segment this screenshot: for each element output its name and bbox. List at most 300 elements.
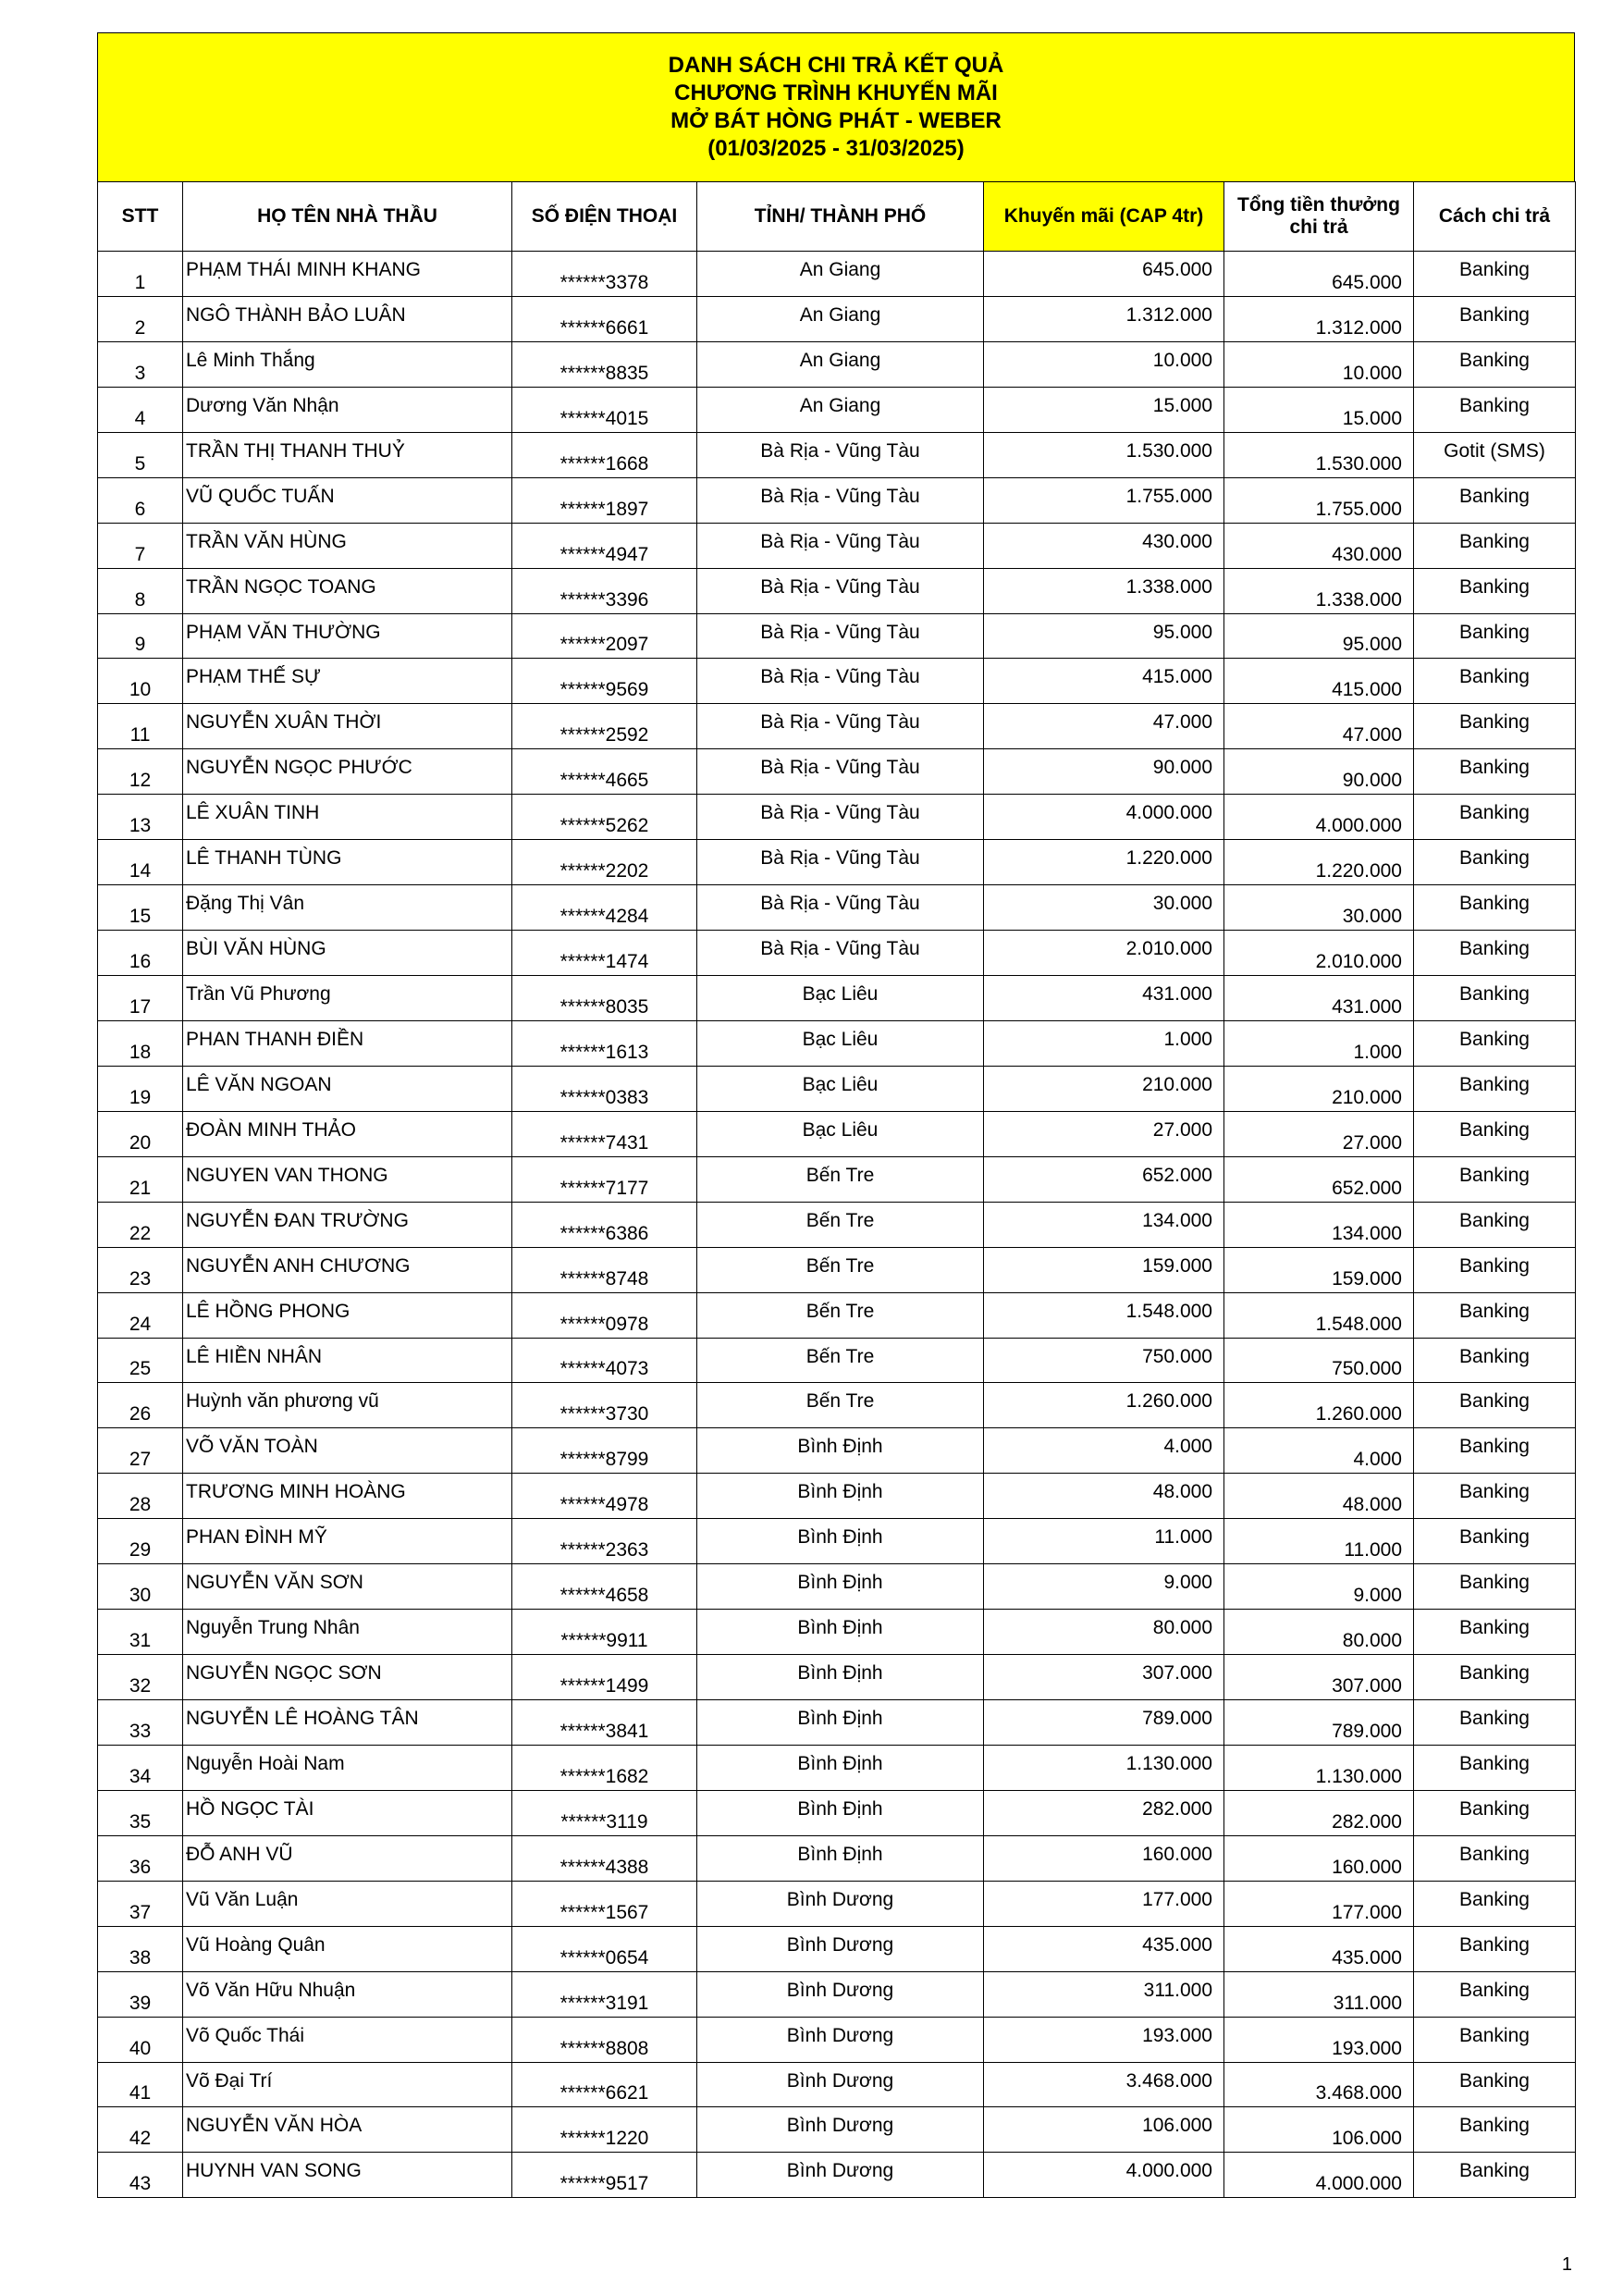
row-promo: 430.000: [984, 523, 1224, 568]
row-total: 159.000: [1224, 1247, 1414, 1292]
row-stt: 25: [98, 1338, 183, 1383]
row-phone: ******1220: [512, 2107, 697, 2153]
header-phone: SỐ ĐIỆN THOẠI: [512, 182, 697, 252]
row-province: Bình Định: [697, 1790, 984, 1835]
row-province: Bến Tre: [697, 1292, 984, 1338]
table-row: [98, 1292, 1576, 1338]
row-total: 210.000: [1224, 1066, 1414, 1111]
table-row: [98, 1971, 1576, 2017]
row-total: 4.000: [1224, 1428, 1414, 1474]
row-province: Bến Tre: [697, 1338, 984, 1383]
table-row: [98, 1835, 1576, 1881]
row-phone: ******1682: [512, 1745, 697, 1790]
row-phone: ******2097: [512, 613, 697, 659]
table-row: [98, 931, 1576, 976]
row-province: An Giang: [697, 296, 984, 341]
row-province: Bà Rịa - Vũng Tàu: [697, 931, 984, 976]
table-body: [98, 252, 1576, 2198]
row-promo: 9.000: [984, 1564, 1224, 1610]
row-total: 1.338.000: [1224, 568, 1414, 613]
row-promo: 30.000: [984, 885, 1224, 931]
row-payment: Banking: [1414, 1247, 1576, 1292]
row-promo: 4.000.000: [984, 2153, 1224, 2198]
row-promo: 2.010.000: [984, 931, 1224, 976]
header-row: [98, 182, 1576, 252]
table-row: [98, 341, 1576, 387]
row-stt: 18: [98, 1020, 183, 1066]
row-phone: ******4665: [512, 749, 697, 795]
row-name: Trần Vũ Phương: [183, 976, 512, 1021]
row-name: NGUYỄN VĂN SƠN: [183, 1564, 512, 1610]
row-province: An Giang: [697, 252, 984, 297]
row-payment: Banking: [1414, 523, 1576, 568]
row-payment: Banking: [1414, 885, 1576, 931]
row-total: 789.000: [1224, 1700, 1414, 1746]
table-row: [98, 2017, 1576, 2062]
table-row: [98, 1156, 1576, 1202]
row-stt: 14: [98, 840, 183, 885]
table-row: [98, 252, 1576, 297]
row-province: Bà Rịa - Vũng Tàu: [697, 523, 984, 568]
row-phone: ******7431: [512, 1111, 697, 1156]
row-payment: Banking: [1414, 1926, 1576, 1971]
table-row: [98, 1655, 1576, 1700]
table-row: [98, 2153, 1576, 2198]
table-row: [98, 795, 1576, 840]
payout-table: [97, 181, 1576, 2198]
row-phone: ******2363: [512, 1519, 697, 1564]
row-promo: 282.000: [984, 1790, 1224, 1835]
row-name: LÊ XUÂN TINH: [183, 795, 512, 840]
row-province: Bình Dương: [697, 2153, 984, 2198]
row-total: 1.548.000: [1224, 1292, 1414, 1338]
row-name: NGUYỄN ĐAN TRƯỜNG: [183, 1202, 512, 1247]
row-phone: ******0978: [512, 1292, 697, 1338]
row-stt: 17: [98, 976, 183, 1021]
row-name: PHẠM VĂN THƯỜNG: [183, 613, 512, 659]
row-payment: Banking: [1414, 1202, 1576, 1247]
row-name: HUYNH VAN SONG: [183, 2153, 512, 2198]
row-name: BÙI VĂN HÙNG: [183, 931, 512, 976]
row-payment: Banking: [1414, 2153, 1576, 2198]
table-row: [98, 704, 1576, 749]
row-province: Bến Tre: [697, 1247, 984, 1292]
row-payment: Banking: [1414, 252, 1576, 297]
row-phone: ******0654: [512, 1926, 697, 1971]
row-promo: 15.000: [984, 387, 1224, 432]
row-phone: ******1474: [512, 931, 697, 976]
row-phone: ******9911: [512, 1610, 697, 1655]
title-line-4: (01/03/2025 - 31/03/2025): [707, 136, 965, 161]
row-payment: Banking: [1414, 1700, 1576, 1746]
row-stt: 34: [98, 1745, 183, 1790]
row-province: Bạc Liêu: [697, 976, 984, 1021]
table-row: [98, 1111, 1576, 1156]
row-promo: 160.000: [984, 1835, 1224, 1881]
table-row: [98, 1564, 1576, 1610]
row-phone: ******6386: [512, 1202, 697, 1247]
row-promo: 27.000: [984, 1111, 1224, 1156]
row-name: Huỳnh văn phương vũ: [183, 1383, 512, 1428]
row-payment: Banking: [1414, 613, 1576, 659]
row-total: 160.000: [1224, 1835, 1414, 1881]
row-name: NGUYỄN ANH CHƯƠNG: [183, 1247, 512, 1292]
table-row: [98, 432, 1576, 477]
row-stt: 38: [98, 1926, 183, 1971]
row-name: NGUYỄN XUÂN THỜI: [183, 704, 512, 749]
row-phone: ******8799: [512, 1428, 697, 1474]
row-phone: ******9569: [512, 659, 697, 704]
row-name: NGUYỄN LÊ HOÀNG TÂN: [183, 1700, 512, 1746]
row-province: Bình Dương: [697, 2017, 984, 2062]
table-row: [98, 613, 1576, 659]
row-name: Võ Đại Trí: [183, 2062, 512, 2107]
row-province: Bà Rịa - Vũng Tàu: [697, 659, 984, 704]
table-row: [98, 387, 1576, 432]
row-total: 415.000: [1224, 659, 1414, 704]
row-phone: ******2202: [512, 840, 697, 885]
row-payment: Banking: [1414, 1881, 1576, 1926]
row-name: Nguyễn Trung Nhân: [183, 1610, 512, 1655]
row-total: 15.000: [1224, 387, 1414, 432]
row-stt: 27: [98, 1428, 183, 1474]
row-total: 11.000: [1224, 1519, 1414, 1564]
row-payment: Banking: [1414, 2017, 1576, 2062]
row-promo: 95.000: [984, 613, 1224, 659]
row-total: 193.000: [1224, 2017, 1414, 2062]
row-stt: 41: [98, 2062, 183, 2107]
row-province: Bình Định: [697, 1745, 984, 1790]
table-row: [98, 1745, 1576, 1790]
row-promo: 47.000: [984, 704, 1224, 749]
row-stt: 39: [98, 1971, 183, 2017]
row-province: An Giang: [697, 341, 984, 387]
table-row: [98, 1383, 1576, 1428]
title-line-1: DANH SÁCH CHI TRẢ KẾT QUẢ: [668, 53, 1004, 78]
row-province: Bến Tre: [697, 1383, 984, 1428]
row-stt: 5: [98, 432, 183, 477]
row-province: Bà Rịa - Vũng Tàu: [697, 704, 984, 749]
row-phone: ******8808: [512, 2017, 697, 2062]
row-name: LÊ HỒNG PHONG: [183, 1292, 512, 1338]
row-province: Bình Định: [697, 1655, 984, 1700]
header-payment: Cách chi trả: [1414, 182, 1576, 252]
row-payment: Banking: [1414, 568, 1576, 613]
row-promo: 4.000.000: [984, 795, 1224, 840]
row-province: Bạc Liêu: [697, 1066, 984, 1111]
row-province: Bình Định: [697, 1564, 984, 1610]
row-payment: Banking: [1414, 1292, 1576, 1338]
row-name: LÊ THANH TÙNG: [183, 840, 512, 885]
row-promo: 1.000: [984, 1020, 1224, 1066]
table-row: [98, 523, 1576, 568]
row-province: Bình Dương: [697, 1881, 984, 1926]
row-phone: ******1668: [512, 432, 697, 477]
row-payment: Banking: [1414, 387, 1576, 432]
row-promo: 435.000: [984, 1926, 1224, 1971]
row-payment: Banking: [1414, 477, 1576, 523]
row-phone: ******4978: [512, 1474, 697, 1519]
row-stt: 22: [98, 1202, 183, 1247]
row-payment: Banking: [1414, 1066, 1576, 1111]
row-province: Bình Dương: [697, 1926, 984, 1971]
row-payment: Banking: [1414, 795, 1576, 840]
row-phone: ******1567: [512, 1881, 697, 1926]
row-promo: 789.000: [984, 1700, 1224, 1746]
row-name: PHẠM THÁI MINH KHANG: [183, 252, 512, 297]
row-promo: 134.000: [984, 1202, 1224, 1247]
row-stt: 19: [98, 1066, 183, 1111]
row-stt: 29: [98, 1519, 183, 1564]
row-promo: 3.468.000: [984, 2062, 1224, 2107]
header-stt: STT: [98, 182, 183, 252]
row-stt: 15: [98, 885, 183, 931]
table-row: [98, 2062, 1576, 2107]
row-payment: Banking: [1414, 1156, 1576, 1202]
row-name: PHAN THANH ĐIỀN: [183, 1020, 512, 1066]
row-payment: Banking: [1414, 659, 1576, 704]
row-province: Bình Định: [697, 1428, 984, 1474]
row-payment: Banking: [1414, 1564, 1576, 1610]
row-payment: Banking: [1414, 1655, 1576, 1700]
table-row: [98, 1338, 1576, 1383]
row-province: Bình Dương: [697, 2107, 984, 2153]
row-province: Bà Rịa - Vũng Tàu: [697, 840, 984, 885]
row-stt: 32: [98, 1655, 183, 1700]
row-payment: Banking: [1414, 1835, 1576, 1881]
header-name: HỌ TÊN NHÀ THẦU: [183, 182, 512, 252]
row-phone: ******8748: [512, 1247, 697, 1292]
row-promo: 431.000: [984, 976, 1224, 1021]
row-payment: Banking: [1414, 1971, 1576, 2017]
table-row: [98, 840, 1576, 885]
row-total: 431.000: [1224, 976, 1414, 1021]
row-stt: 26: [98, 1383, 183, 1428]
row-payment: Banking: [1414, 704, 1576, 749]
row-payment: Banking: [1414, 1790, 1576, 1835]
row-promo: 652.000: [984, 1156, 1224, 1202]
row-total: 1.220.000: [1224, 840, 1414, 885]
row-total: 47.000: [1224, 704, 1414, 749]
row-total: 2.010.000: [1224, 931, 1414, 976]
title-block: [97, 32, 1575, 181]
row-stt: 35: [98, 1790, 183, 1835]
row-stt: 21: [98, 1156, 183, 1202]
row-promo: 1.220.000: [984, 840, 1224, 885]
row-total: 430.000: [1224, 523, 1414, 568]
title-line-2: CHƯƠNG TRÌNH KHUYẾN MÃI: [674, 80, 998, 105]
row-stt: 1: [98, 252, 183, 297]
row-name: LÊ HIỀN NHÂN: [183, 1338, 512, 1383]
row-payment: Banking: [1414, 1338, 1576, 1383]
row-payment: Banking: [1414, 1745, 1576, 1790]
table-row: [98, 477, 1576, 523]
row-payment: Banking: [1414, 749, 1576, 795]
payout-sheet: [97, 32, 1575, 2198]
row-total: 1.000: [1224, 1020, 1414, 1066]
table-row: [98, 1700, 1576, 1746]
row-payment: Banking: [1414, 1474, 1576, 1519]
row-name: Nguyễn Hoài Nam: [183, 1745, 512, 1790]
row-stt: 10: [98, 659, 183, 704]
row-promo: 210.000: [984, 1066, 1224, 1111]
row-name: Võ Quốc Thái: [183, 2017, 512, 2062]
table-row: [98, 976, 1576, 1021]
row-total: 134.000: [1224, 1202, 1414, 1247]
header-province: TỈNH/ THÀNH PHỐ: [697, 182, 984, 252]
header-promo: Khuyến mãi (CAP 4tr): [984, 182, 1224, 252]
row-province: An Giang: [697, 387, 984, 432]
row-name: Đặng Thị Vân: [183, 885, 512, 931]
row-phone: ******9517: [512, 2153, 697, 2198]
row-total: 1.130.000: [1224, 1745, 1414, 1790]
row-stt: 23: [98, 1247, 183, 1292]
row-name: NGUYỄN NGỌC SƠN: [183, 1655, 512, 1700]
row-promo: 311.000: [984, 1971, 1224, 2017]
table-row: [98, 1926, 1576, 1971]
row-payment: Banking: [1414, 341, 1576, 387]
row-stt: 4: [98, 387, 183, 432]
row-province: Bình Định: [697, 1835, 984, 1881]
row-stt: 31: [98, 1610, 183, 1655]
row-stt: 36: [98, 1835, 183, 1881]
row-promo: 48.000: [984, 1474, 1224, 1519]
row-phone: ******7177: [512, 1156, 697, 1202]
row-phone: ******3119: [512, 1790, 697, 1835]
row-total: 106.000: [1224, 2107, 1414, 2153]
table-row: [98, 1247, 1576, 1292]
row-total: 48.000: [1224, 1474, 1414, 1519]
table-row: [98, 885, 1576, 931]
row-province: Bà Rịa - Vũng Tàu: [697, 795, 984, 840]
row-stt: 37: [98, 1881, 183, 1926]
row-name: ĐỖ ANH VŨ: [183, 1835, 512, 1881]
row-name: PHAN ĐÌNH MỸ: [183, 1519, 512, 1564]
row-phone: ******5262: [512, 795, 697, 840]
row-name: TRẦN THỊ THANH THUỶ: [183, 432, 512, 477]
row-phone: ******4947: [512, 523, 697, 568]
row-total: 645.000: [1224, 252, 1414, 297]
row-province: Bình Dương: [697, 2062, 984, 2107]
row-payment: Banking: [1414, 931, 1576, 976]
table-row: [98, 1428, 1576, 1474]
row-phone: ******1499: [512, 1655, 697, 1700]
row-total: 90.000: [1224, 749, 1414, 795]
row-promo: 80.000: [984, 1610, 1224, 1655]
row-total: 750.000: [1224, 1338, 1414, 1383]
row-province: Bến Tre: [697, 1202, 984, 1247]
row-total: 9.000: [1224, 1564, 1414, 1610]
table-row: [98, 1066, 1576, 1111]
row-phone: ******3191: [512, 1971, 697, 2017]
row-phone: ******4284: [512, 885, 697, 931]
row-total: 177.000: [1224, 1881, 1414, 1926]
row-promo: 1.338.000: [984, 568, 1224, 613]
row-promo: 415.000: [984, 659, 1224, 704]
row-province: Bà Rịa - Vũng Tàu: [697, 885, 984, 931]
row-promo: 90.000: [984, 749, 1224, 795]
row-promo: 159.000: [984, 1247, 1224, 1292]
row-phone: ******4015: [512, 387, 697, 432]
row-name: NGUYEN VAN THONG: [183, 1156, 512, 1202]
row-promo: 1.548.000: [984, 1292, 1224, 1338]
row-province: Bà Rịa - Vũng Tàu: [697, 477, 984, 523]
row-promo: 4.000: [984, 1428, 1224, 1474]
row-province: Bà Rịa - Vũng Tàu: [697, 749, 984, 795]
row-promo: 193.000: [984, 2017, 1224, 2062]
row-stt: 7: [98, 523, 183, 568]
row-phone: ******4658: [512, 1564, 697, 1610]
row-province: Bạc Liêu: [697, 1111, 984, 1156]
row-promo: 1.530.000: [984, 432, 1224, 477]
row-name: Vũ Hoàng Quân: [183, 1926, 512, 1971]
row-stt: 11: [98, 704, 183, 749]
row-stt: 24: [98, 1292, 183, 1338]
row-province: Bà Rịa - Vũng Tàu: [697, 613, 984, 659]
table-row: [98, 1790, 1576, 1835]
row-total: 652.000: [1224, 1156, 1414, 1202]
row-name: NGUYỄN NGỌC PHƯỚC: [183, 749, 512, 795]
row-payment: Banking: [1414, 1111, 1576, 1156]
row-total: 307.000: [1224, 1655, 1414, 1700]
table-row: [98, 296, 1576, 341]
row-promo: 10.000: [984, 341, 1224, 387]
row-payment: Banking: [1414, 1020, 1576, 1066]
row-promo: 1.130.000: [984, 1745, 1224, 1790]
row-province: Bến Tre: [697, 1156, 984, 1202]
table-row: [98, 1881, 1576, 1926]
row-name: Lê Minh Thắng: [183, 341, 512, 387]
row-stt: 8: [98, 568, 183, 613]
row-phone: ******2592: [512, 704, 697, 749]
row-stt: 2: [98, 296, 183, 341]
row-name: Dương Văn Nhận: [183, 387, 512, 432]
row-stt: 30: [98, 1564, 183, 1610]
row-promo: 106.000: [984, 2107, 1224, 2153]
row-stt: 3: [98, 341, 183, 387]
table-row: [98, 1519, 1576, 1564]
table-row: [98, 1610, 1576, 1655]
page-number: 1: [1561, 2254, 1572, 2275]
row-payment: Banking: [1414, 1383, 1576, 1428]
row-name: PHẠM THẾ SỰ: [183, 659, 512, 704]
row-phone: ******3396: [512, 568, 697, 613]
row-phone: ******1613: [512, 1020, 697, 1066]
row-promo: 177.000: [984, 1881, 1224, 1926]
table-row: [98, 1020, 1576, 1066]
row-stt: 40: [98, 2017, 183, 2062]
row-phone: ******3378: [512, 252, 697, 297]
row-stt: 13: [98, 795, 183, 840]
title-line-3: MỞ BÁT HÒNG PHÁT - WEBER: [670, 108, 1002, 133]
row-total: 282.000: [1224, 1790, 1414, 1835]
row-payment: Gotit (SMS): [1414, 432, 1576, 477]
row-payment: Banking: [1414, 976, 1576, 1021]
row-stt: 6: [98, 477, 183, 523]
row-payment: Banking: [1414, 1428, 1576, 1474]
row-name: NGUYỄN VĂN HÒA: [183, 2107, 512, 2153]
row-total: 1.755.000: [1224, 477, 1414, 523]
row-payment: Banking: [1414, 296, 1576, 341]
row-total: 3.468.000: [1224, 2062, 1414, 2107]
row-phone: ******4073: [512, 1338, 697, 1383]
table-row: [98, 2107, 1576, 2153]
row-stt: 43: [98, 2153, 183, 2198]
table-row: [98, 1202, 1576, 1247]
row-payment: Banking: [1414, 1610, 1576, 1655]
row-name: TRƯƠNG MINH HOÀNG: [183, 1474, 512, 1519]
row-name: LÊ VĂN NGOAN: [183, 1066, 512, 1111]
